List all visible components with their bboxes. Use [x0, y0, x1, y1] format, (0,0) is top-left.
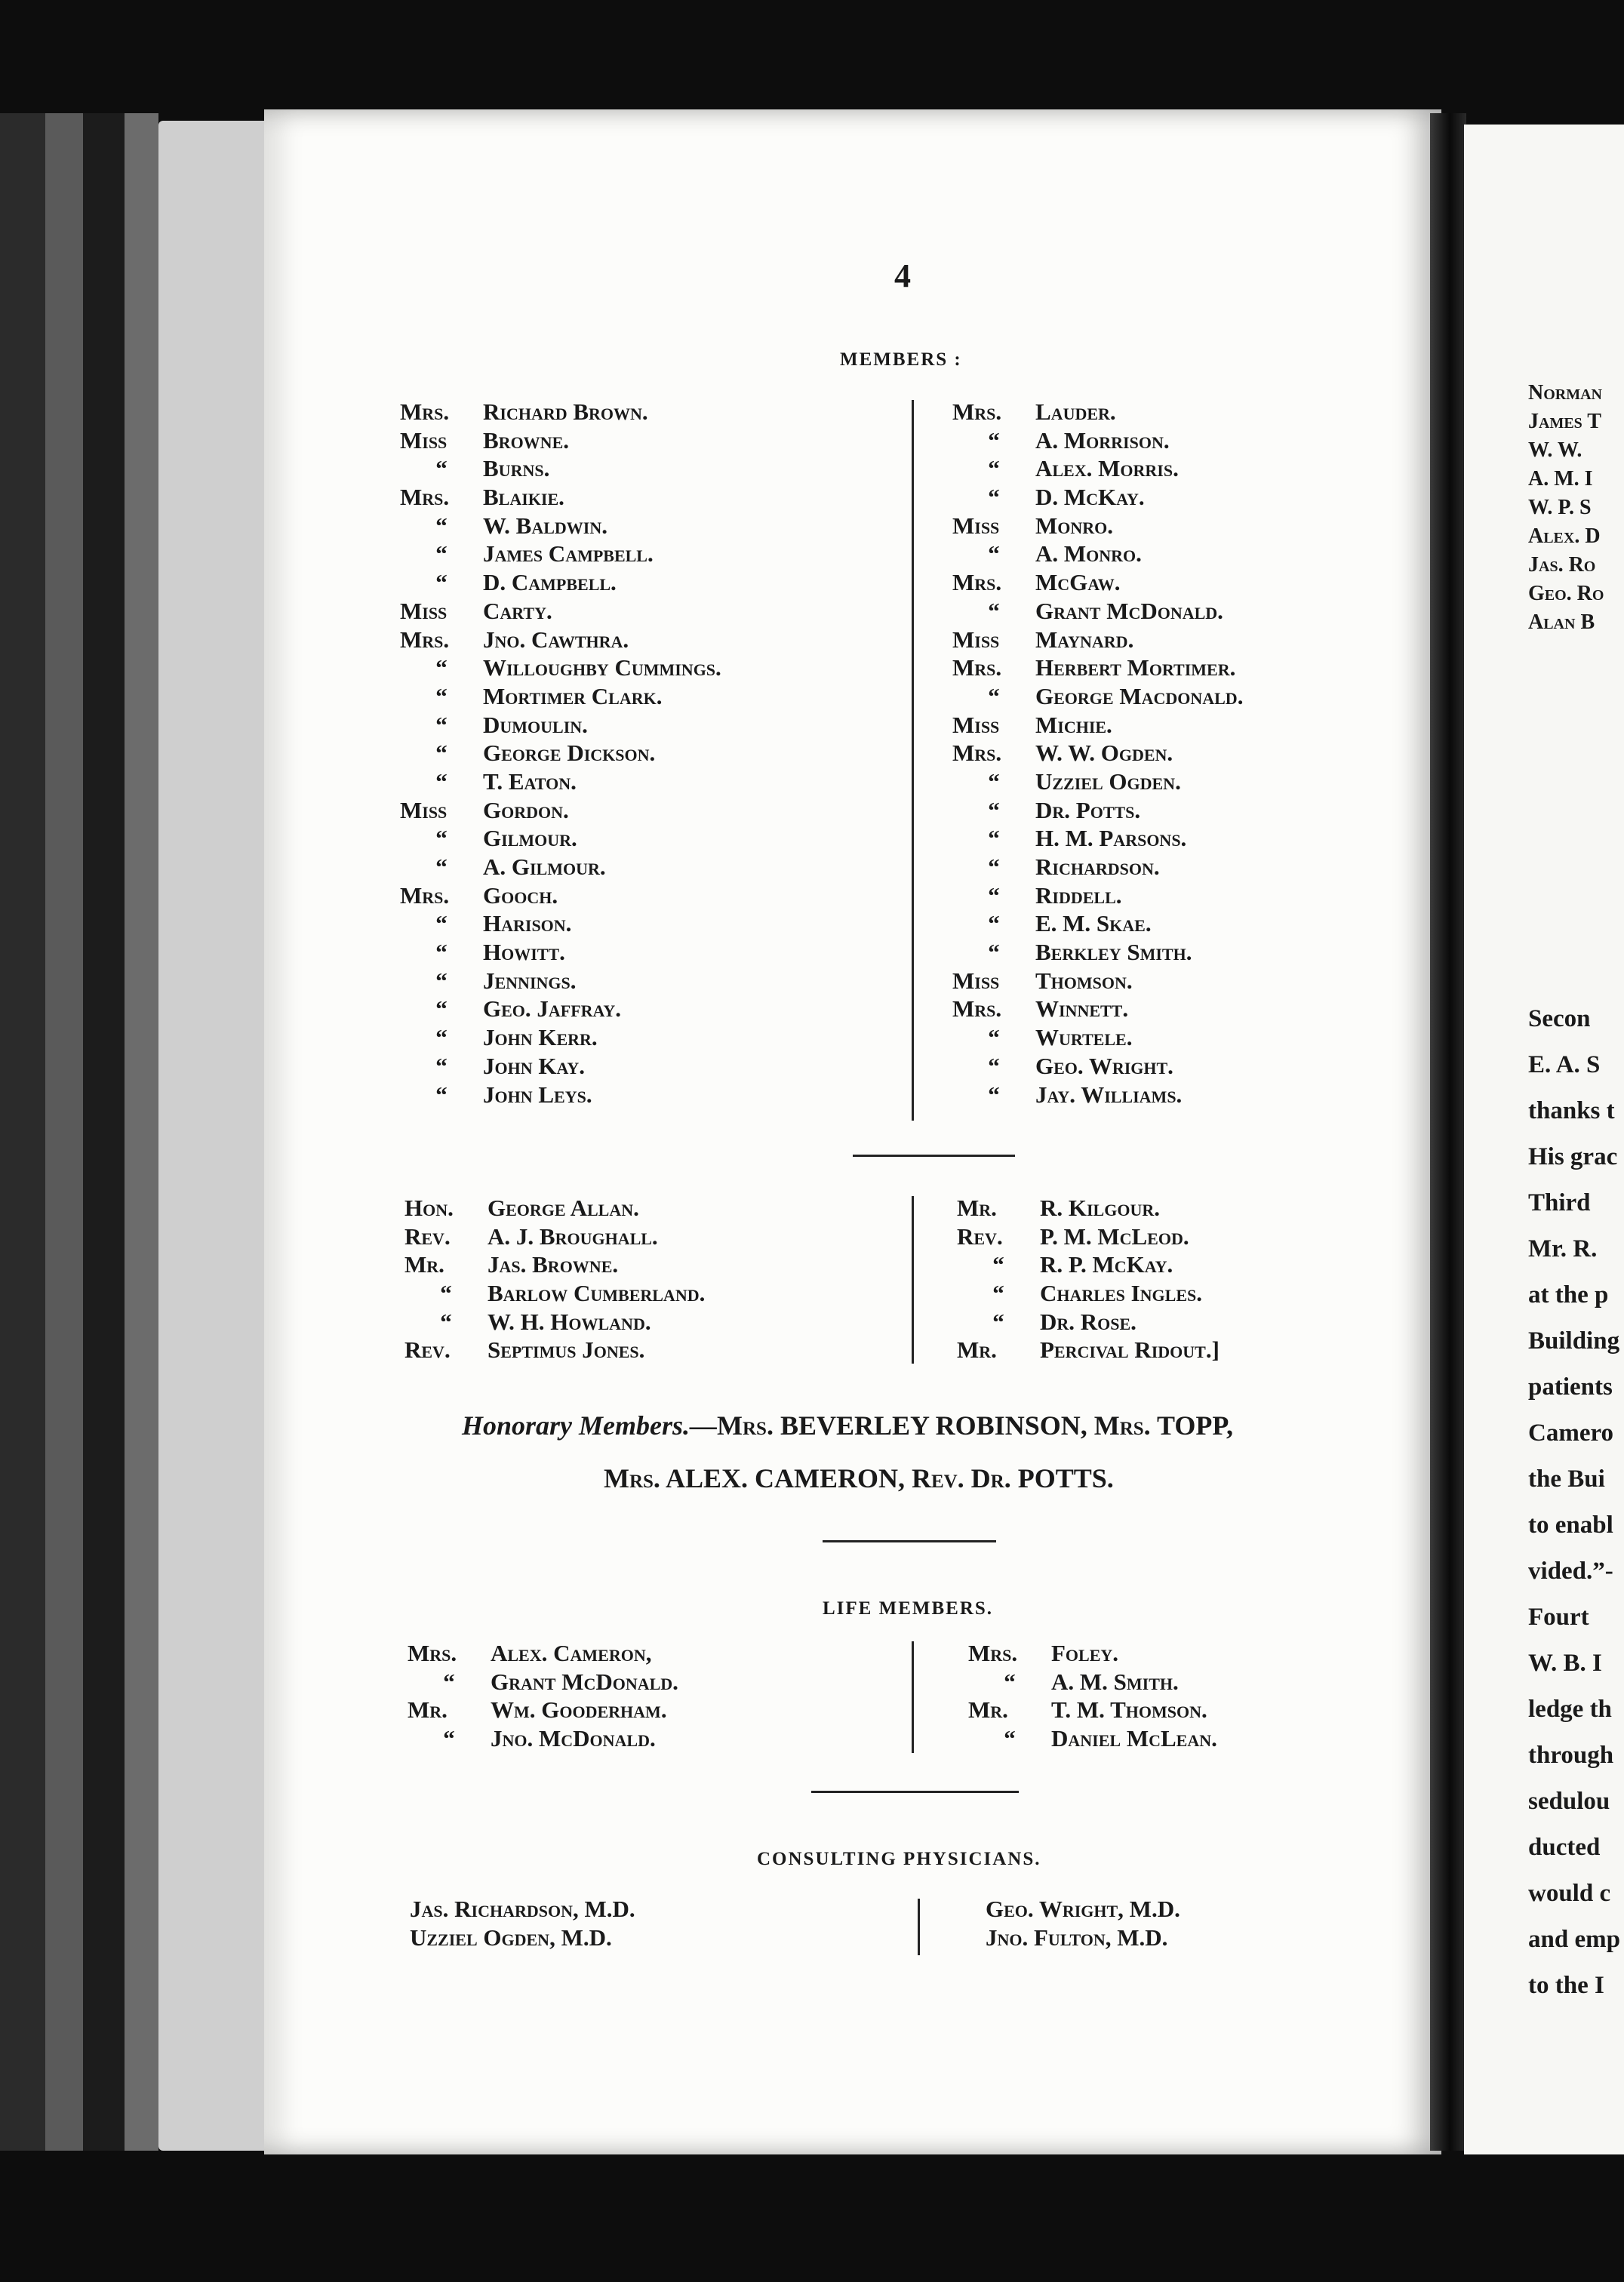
member-name: Jay. Williams. [1035, 1081, 1183, 1108]
member-name: W. W. Ogden. [1035, 740, 1173, 767]
member-name: Willoughby Cummings. [483, 654, 721, 681]
page-number: 4 [894, 257, 911, 294]
ditto-mark: “ [988, 939, 1000, 966]
list-item [968, 1725, 1217, 1754]
name-title: Mrs. [408, 1640, 457, 1666]
name-title: Mrs. [400, 881, 450, 909]
list-item [404, 1280, 705, 1309]
list-item [400, 398, 721, 427]
list-item [400, 995, 721, 1024]
ditto-mark: “ [435, 967, 448, 994]
member-name: A. M. Smith. [1051, 1668, 1179, 1695]
list-item [957, 1280, 1220, 1309]
ditto-mark: “ [988, 484, 1000, 511]
right-page-text-line: Building [1528, 1327, 1620, 1355]
member-name: John Leys. [483, 1081, 592, 1108]
member-name: Mortimer Clark. [483, 682, 663, 709]
ditto-mark: “ [435, 569, 448, 596]
name-title: Mr. [957, 1336, 997, 1364]
ditto-mark: “ [440, 1308, 452, 1335]
physician-name: Jno. Fulton, M.D. [986, 1924, 1168, 1951]
life-members-heading: LIFE MEMBERS. [823, 1598, 994, 1619]
member-name: Septimus Jones. [488, 1336, 645, 1364]
right-page-list-item: Jas. Ro [1528, 553, 1596, 577]
list-item [952, 853, 1243, 882]
consulting-physicians-heading: CONSULTING PHYSICIANS. [757, 1849, 1041, 1869]
member-name: Howitt. [483, 939, 565, 966]
book-spine-edge [45, 113, 83, 2151]
name-title: Mrs. [952, 654, 1002, 681]
physician-name: Jas. Richardson, M.D. [410, 1896, 635, 1922]
member-name: Monro. [1035, 512, 1114, 539]
right-page-list-item: Norman [1528, 381, 1602, 404]
member-name: Maynard. [1035, 626, 1134, 653]
member-name: Jno. Cawthra. [483, 626, 629, 653]
list-item [404, 1195, 705, 1223]
list-item [957, 1309, 1220, 1337]
name-title: Mrs. [952, 995, 1002, 1023]
right-page-text-line: the Bui [1528, 1465, 1605, 1493]
right-page-text-line: W. B. I [1528, 1650, 1602, 1677]
ditto-mark: “ [435, 767, 448, 795]
ditto-mark: “ [435, 682, 448, 709]
member-name: Foley. [1051, 1640, 1119, 1666]
list-item [952, 910, 1243, 939]
member-name: Browne. [483, 426, 569, 454]
member-name: A. Monro. [1035, 540, 1142, 567]
ditto-mark: “ [435, 540, 448, 567]
right-page-text-line: His grac [1528, 1143, 1618, 1170]
ditto-mark: “ [988, 1081, 1000, 1108]
right-page-text-line: vided.”- [1528, 1558, 1613, 1585]
ditto-mark: “ [988, 767, 1000, 795]
ditto-mark: “ [443, 1668, 455, 1695]
list-item [952, 512, 1243, 541]
list-item [952, 995, 1243, 1024]
right-page-text-line: Secon [1528, 1005, 1591, 1032]
physician-name: Uzziel Ogden, M.D. [410, 1924, 612, 1951]
right-page-text-line: at the p [1528, 1281, 1609, 1309]
right-page-text-line: patients [1528, 1373, 1613, 1401]
name-title: Miss [400, 597, 448, 624]
ditto-mark: “ [988, 796, 1000, 823]
list-item [952, 484, 1243, 512]
right-page-text-line: ducted [1528, 1834, 1601, 1861]
column-divider [912, 1196, 914, 1364]
list-item [400, 1024, 721, 1053]
list-item [404, 1309, 705, 1337]
list-item [952, 797, 1243, 826]
list-item [952, 712, 1243, 740]
right-page-text-line: and emp [1528, 1926, 1620, 1953]
list-item [400, 797, 721, 826]
list-item [400, 598, 721, 626]
member-name: Winnett. [1035, 995, 1129, 1023]
list-item [952, 598, 1243, 626]
list-item [400, 910, 721, 939]
ditto-mark: “ [992, 1308, 1004, 1335]
member-name: A. Morrison. [1035, 426, 1170, 454]
member-name: Gooch. [483, 881, 558, 909]
list-item [404, 1336, 705, 1365]
ditto-mark: “ [435, 995, 448, 1023]
list-item [952, 398, 1243, 427]
list-item [408, 1725, 678, 1754]
member-name: Alex. Morris. [1035, 455, 1179, 482]
member-name: Richard Brown. [483, 398, 648, 425]
member-name: Harison. [483, 910, 572, 937]
member-name: Grant McDonald. [491, 1668, 678, 1695]
column-divider [912, 1641, 914, 1753]
member-name: John Kerr. [483, 1024, 598, 1051]
ditto-mark: “ [435, 740, 448, 767]
column-divider [912, 400, 914, 1121]
list-item [968, 1640, 1217, 1668]
members-list-left [400, 398, 721, 1109]
list-item [957, 1195, 1220, 1223]
ditto-mark: “ [1004, 1668, 1016, 1695]
list-item [400, 569, 721, 598]
physicians-list-left [410, 1896, 635, 1952]
member-name: Michie. [1035, 711, 1112, 738]
honorary-members-names: Mrs. BEVERLEY ROBINSON, Mrs. TOPP, [717, 1410, 1234, 1441]
list-item [400, 939, 721, 967]
name-title: Miss [952, 711, 1000, 738]
list-item [952, 455, 1243, 484]
ditto-mark: “ [988, 1052, 1000, 1079]
list-item [952, 825, 1243, 853]
member-name: James Campbell. [483, 540, 654, 567]
member-name: Blaikie. [483, 484, 564, 511]
member-name: T. M. Thomson. [1051, 1696, 1207, 1724]
member-name: H. M. Parsons. [1035, 825, 1187, 852]
gentlemen-list-left [404, 1195, 705, 1365]
name-title: Mrs. [400, 398, 450, 425]
list-item [400, 1081, 721, 1110]
right-page-list-item: Geo. Ro [1528, 582, 1604, 605]
member-name: Gordon. [483, 796, 569, 823]
list-item [400, 768, 721, 797]
ditto-mark: “ [988, 1024, 1000, 1051]
life-members-list-left [408, 1640, 678, 1754]
list-item [404, 1251, 705, 1280]
list-item [952, 1081, 1243, 1110]
list-item [408, 1668, 678, 1697]
right-page-text-line: thanks t [1528, 1097, 1615, 1124]
member-name: McGaw. [1035, 569, 1121, 596]
member-name: Burns. [483, 455, 550, 482]
ditto-mark: “ [988, 540, 1000, 567]
honorary-members-label: Honorary Members.— [462, 1410, 718, 1441]
list-item [400, 455, 721, 484]
list-item [408, 1696, 678, 1725]
name-title: Mrs. [952, 569, 1002, 596]
ditto-mark: “ [988, 682, 1000, 709]
list-item [952, 654, 1243, 683]
right-page [1464, 125, 1624, 2154]
ditto-mark: “ [435, 1052, 448, 1079]
list-item [952, 740, 1243, 768]
book-spine-edge [83, 113, 125, 2151]
list-item [400, 967, 721, 996]
life-members-list-right [968, 1640, 1217, 1754]
ditto-mark: “ [988, 881, 1000, 909]
right-page-list-item: Alex. D [1528, 524, 1601, 548]
member-name: Dumoulin. [483, 711, 588, 738]
member-name: Thomson. [1035, 967, 1133, 994]
list-item [957, 1336, 1220, 1365]
list-item [400, 427, 721, 456]
name-title: Hon. [404, 1195, 454, 1221]
list-item [952, 427, 1243, 456]
name-title: Miss [400, 426, 448, 454]
ditto-mark: “ [988, 825, 1000, 852]
right-page-text-line: through [1528, 1742, 1614, 1769]
book-spine-edge [125, 113, 158, 2151]
right-page-list-item: W. W. [1528, 438, 1582, 462]
member-name: George Dickson. [483, 740, 656, 767]
book-gutter [1430, 113, 1466, 2151]
honorary-members-line-1 [462, 1410, 1233, 1441]
list-item [952, 967, 1243, 996]
member-name: George Macdonald. [1035, 682, 1244, 709]
member-name: D. McKay. [1035, 484, 1145, 511]
list-item [400, 683, 721, 712]
ditto-mark: “ [992, 1280, 1004, 1307]
list-item [400, 654, 721, 683]
column-divider [918, 1899, 920, 1955]
list-item [952, 626, 1243, 655]
ditto-mark: “ [988, 455, 1000, 482]
member-name: P. M. McLeod. [1040, 1222, 1189, 1250]
list-item [404, 1223, 705, 1252]
member-name: Carty. [483, 597, 552, 624]
member-name: Jas. Browne. [488, 1251, 619, 1278]
name-title: Rev. [404, 1336, 451, 1364]
list-item [400, 740, 721, 768]
member-name: Dr. Rose. [1040, 1308, 1136, 1335]
member-name: A. J. Broughall. [488, 1222, 658, 1250]
ditto-mark: “ [435, 910, 448, 937]
section-divider [811, 1791, 1019, 1793]
member-name: Wm. Gooderham. [491, 1696, 667, 1724]
list-item [952, 1053, 1243, 1081]
list-item [968, 1668, 1217, 1697]
member-name: Percival Ridout.] [1040, 1336, 1220, 1364]
physician-name: Geo. Wright, M.D. [986, 1896, 1180, 1922]
list-item [400, 626, 721, 655]
right-page-text [1528, 996, 1620, 2009]
right-page-list-item: Alan B [1528, 610, 1595, 634]
section-divider [823, 1540, 996, 1542]
ditto-mark: “ [1004, 1725, 1016, 1752]
name-title: Mrs. [968, 1640, 1018, 1666]
name-title: Mr. [957, 1195, 997, 1221]
name-title: Mrs. [400, 484, 450, 511]
list-item [952, 768, 1243, 797]
list-item [952, 540, 1243, 569]
list-item [952, 569, 1243, 598]
name-title: Mrs. [952, 740, 1002, 767]
ditto-mark: “ [440, 1280, 452, 1307]
ditto-mark: “ [988, 597, 1000, 624]
member-name: George Allan. [488, 1195, 639, 1221]
member-name: Grant McDonald. [1035, 597, 1223, 624]
list-item [957, 1223, 1220, 1252]
ditto-mark: “ [435, 711, 448, 738]
ditto-mark: “ [435, 512, 448, 539]
member-name: Berkley Smith. [1035, 939, 1192, 966]
right-page-text-line: to enabl [1528, 1512, 1613, 1539]
member-name: Alex. Cameron, [491, 1640, 652, 1666]
ditto-mark: “ [435, 853, 448, 880]
right-page-text-line: would c [1528, 1880, 1611, 1907]
list-item [400, 853, 721, 882]
right-page-text-line: sedulou [1528, 1788, 1610, 1815]
member-name: R. P. McKay. [1040, 1251, 1173, 1278]
list-item [400, 712, 721, 740]
name-title: Mr. [408, 1696, 448, 1724]
list-item [952, 882, 1243, 911]
section-divider [853, 1155, 1015, 1157]
member-name: Geo. Wright. [1035, 1052, 1173, 1079]
name-title: Mr. [404, 1251, 444, 1278]
gentlemen-list-right [957, 1195, 1220, 1365]
member-name: Barlow Cumberland. [488, 1280, 706, 1307]
ditto-mark: “ [435, 1024, 448, 1051]
list-item [400, 1053, 721, 1081]
list-item [952, 939, 1243, 967]
list-item [952, 1024, 1243, 1053]
member-name: Dr. Potts. [1035, 796, 1141, 823]
member-name: Gilmour. [483, 825, 577, 852]
right-page-list-item: W. P. S [1528, 496, 1592, 519]
list-item [400, 540, 721, 569]
ditto-mark: “ [988, 910, 1000, 937]
member-name: Herbert Mortimer. [1035, 654, 1236, 681]
list-item [400, 882, 721, 911]
list-item [400, 825, 721, 853]
ditto-mark: “ [435, 654, 448, 681]
ditto-mark: “ [435, 939, 448, 966]
name-title: Miss [952, 512, 1000, 539]
member-name: Geo. Jaffray. [483, 995, 622, 1023]
right-page-text-line: E. A. S [1528, 1051, 1601, 1078]
ditto-mark: “ [992, 1251, 1004, 1278]
right-page-text-line: Camero [1528, 1419, 1614, 1447]
name-title: Mrs. [952, 398, 1002, 425]
right-page-list-item: James T [1528, 410, 1601, 433]
member-name: T. Eaton. [483, 767, 577, 795]
right-page-text-line: ledge th [1528, 1696, 1612, 1723]
name-title: Miss [952, 626, 1000, 653]
member-name: Charles Ingles. [1040, 1280, 1203, 1307]
ditto-mark: “ [435, 825, 448, 852]
name-title: Mrs. [400, 626, 450, 653]
ditto-mark: “ [435, 1081, 448, 1108]
right-page-text-line: Third [1528, 1189, 1591, 1216]
member-name: W. Baldwin. [483, 512, 607, 539]
physicians-list-right [986, 1896, 1180, 1952]
list-item [957, 1251, 1220, 1280]
right-page-text-line: Mr. R. [1528, 1235, 1598, 1262]
member-name: Richardson. [1035, 853, 1160, 880]
name-title: Miss [400, 796, 448, 823]
list-item [400, 484, 721, 512]
right-page-list [1528, 381, 1604, 639]
member-name: Jennings. [483, 967, 577, 994]
right-page-list-item: A. M. I [1528, 467, 1593, 491]
right-page-text-line: Fourt [1528, 1604, 1589, 1631]
member-name: A. Gilmour. [483, 853, 606, 880]
member-name: Daniel McLean. [1051, 1725, 1217, 1752]
member-name: E. M. Skae. [1035, 910, 1152, 937]
members-heading: MEMBERS : [840, 349, 962, 370]
list-item [408, 1640, 678, 1668]
book-spine-edge [0, 113, 45, 2151]
name-title: Rev. [404, 1222, 451, 1250]
ditto-mark: “ [988, 426, 1000, 454]
list-item [952, 683, 1243, 712]
member-name: John Kay. [483, 1052, 585, 1079]
ditto-mark: “ [443, 1725, 455, 1752]
name-title: Rev. [957, 1222, 1003, 1250]
member-name: Riddell. [1035, 881, 1122, 909]
member-name: Lauder. [1035, 398, 1116, 425]
member-name: D. Campbell. [483, 569, 617, 596]
member-name: Uzziel Ogden. [1035, 767, 1181, 795]
member-name: R. Kilgour. [1040, 1195, 1160, 1221]
list-item [400, 512, 721, 541]
member-name: Wurtele. [1035, 1024, 1133, 1051]
name-title: Mr. [968, 1696, 1008, 1724]
right-page-text-line: to the I [1528, 1972, 1604, 1999]
name-title: Miss [952, 967, 1000, 994]
honorary-members-line-2: Mrs. ALEX. CAMERON, Rev. Dr. POTTS. [604, 1463, 1114, 1493]
member-name: Jno. McDonald. [491, 1725, 656, 1752]
ditto-mark: “ [988, 853, 1000, 880]
members-list-right [952, 398, 1243, 1109]
member-name: W. H. Howland. [488, 1308, 651, 1335]
ditto-mark: “ [435, 455, 448, 482]
list-item [968, 1696, 1217, 1725]
